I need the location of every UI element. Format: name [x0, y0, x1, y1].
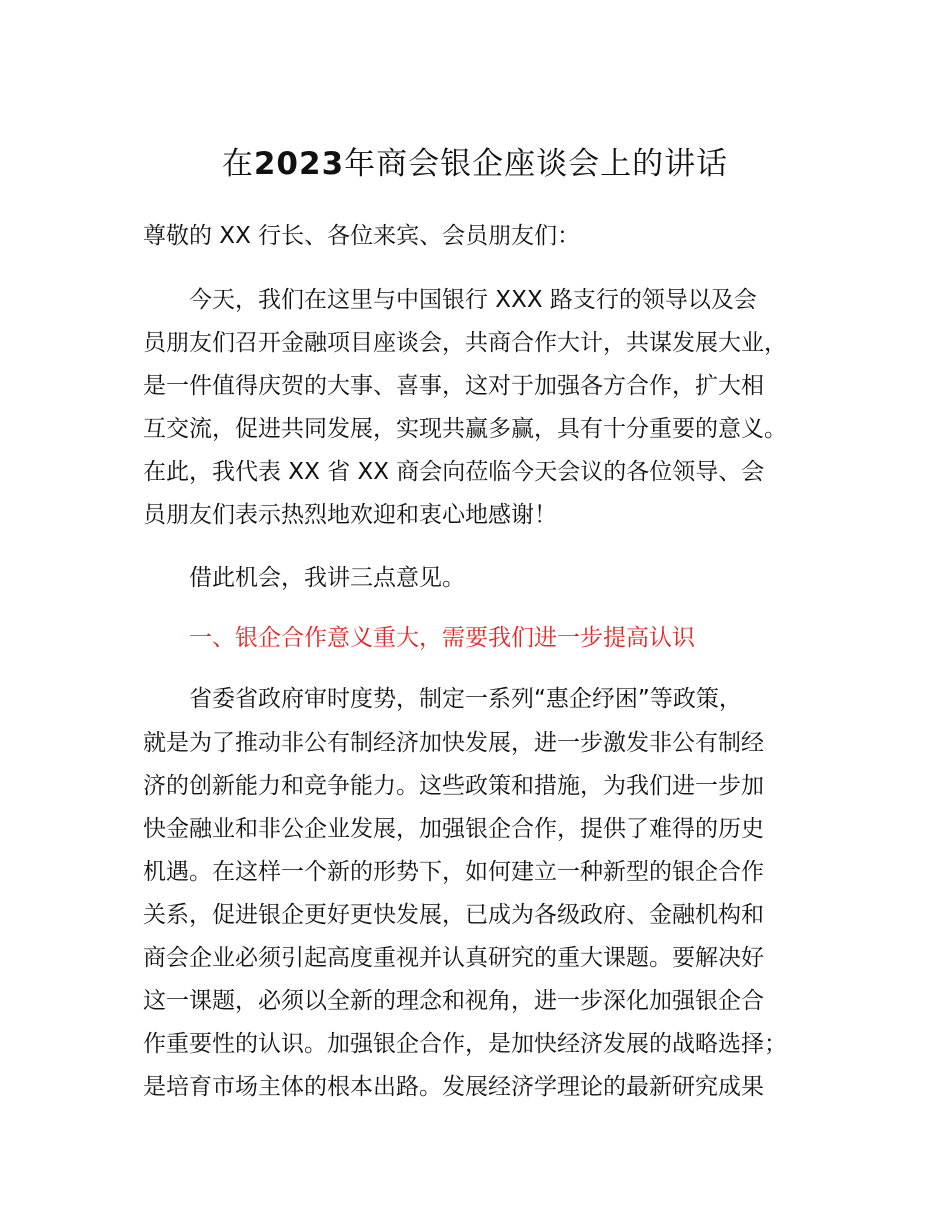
- paragraph-3-line: 就是为了推动非公有制经济加快发展，进一步激发非公有制经: [143, 730, 764, 756]
- paragraph-3-line: 济的创新能力和竞争能力。这些政策和措施，为我们进一步加: [143, 773, 764, 799]
- paragraph-1-line: 互交流，促进共同发展，实现共赢多赢，具有十分重要的意义。: [143, 416, 787, 442]
- paragraph-2: 借此机会，我讲三点意见。: [189, 565, 465, 591]
- title-prefix: 在: [221, 146, 254, 182]
- paragraph-1-line: 员朋友们召开金融项目座谈会，共商合作大计，共谋发展大业，: [143, 330, 787, 356]
- title-year: 2023: [253, 146, 345, 182]
- paragraph-3-line: 快金融业和非公企业发展，加强银企合作，提供了难得的历史: [143, 816, 764, 842]
- paragraph-1-line: 员朋友们表示热烈地欢迎和衷心地感谢！: [143, 502, 557, 528]
- paragraph-3-line: 关系，促进银企更好更快发展，已成为各级政府、金融机构和: [143, 902, 764, 928]
- paragraph-3-line: 省委省政府审时度势，制定一系列“惠企纾困”等政策，: [189, 686, 742, 712]
- paragraph-3-line: 机遇。在这样一个新的形势下，如何建立一种新型的银企合作: [143, 859, 764, 885]
- paragraph-3-line: 商会企业必须引起高度重视并认真研究的重大课题。要解决好: [143, 945, 764, 971]
- title-suffix: 年商会银企座谈会上的讲话: [344, 146, 729, 182]
- paragraph-1-line: 今天，我们在这里与中国银行 XXX 路支行的领导以及会: [189, 287, 757, 313]
- page-title: [0, 142, 950, 186]
- paragraph-1-line: 是一件值得庆贺的大事、喜事，这对于加强各方合作，扩大相: [143, 373, 764, 399]
- paragraph-3-line: 这一课题，必须以全新的理念和视角，进一步深化加强银企合: [143, 988, 764, 1014]
- paragraph-1-line: 在此，我代表 XX 省 XX 商会向莅临今天会议的各位领导、会: [143, 459, 765, 485]
- paragraph-3-line: 是培育市场主体的根本出路。发展经济学理论的最新研究成果: [143, 1074, 764, 1100]
- section-1-heading: 一、银企合作意义重大，需要我们进一步提高认识: [189, 625, 695, 651]
- greeting: 尊敬的 XX 行长、各位来宾、会员朋友们：: [143, 223, 581, 249]
- paragraph-3-line: 作重要性的认识。加强银企合作，是加快经济发展的战略选择；: [143, 1031, 787, 1057]
